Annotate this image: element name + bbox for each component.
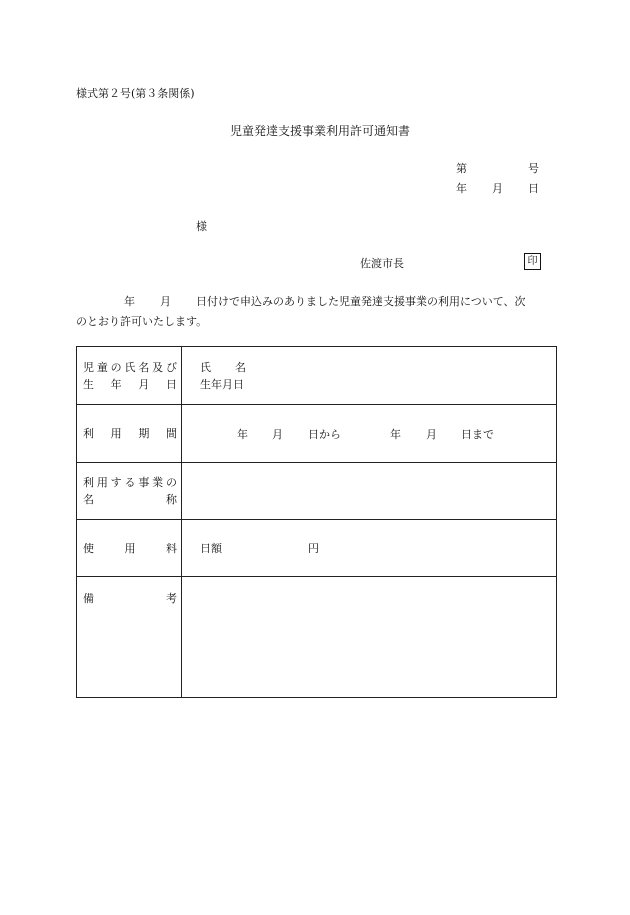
label-usage-period: 利 用 期 間	[77, 405, 182, 463]
from-day: 日から	[308, 428, 341, 441]
body-year: 年	[124, 295, 135, 308]
label-child-name-birthdate	[77, 347, 182, 405]
label-child-name-line: 児 童 の 氏 名 及 び	[83, 360, 177, 374]
permit-table	[76, 346, 557, 698]
label-service-line2: 名 称	[83, 493, 177, 506]
document-title: 児童発達支援事業利用許可通知書	[230, 124, 411, 138]
remarks-field[interactable]	[182, 577, 557, 698]
daily-rate-label: 日額	[200, 542, 222, 555]
name-label: 氏 名	[200, 361, 246, 374]
addressee-sama: 様	[196, 220, 207, 233]
from-year: 年	[237, 428, 248, 441]
row-usage-fee	[77, 520, 557, 577]
date-year: 年	[456, 182, 467, 195]
row-service-name	[77, 463, 557, 520]
label-usage-fee: 使 用 料	[77, 520, 182, 577]
to-month: 月	[426, 428, 437, 441]
to-day: 日まで	[461, 428, 494, 441]
date-day: 日	[528, 182, 539, 195]
date-month: 月	[492, 182, 503, 195]
usage-fee-field[interactable]	[182, 520, 557, 577]
row-child-info	[77, 347, 557, 405]
yen-label: 円	[308, 542, 319, 555]
seal-stamp: 印	[524, 253, 541, 270]
to-year: 年	[390, 428, 401, 441]
child-info-field[interactable]	[182, 347, 557, 405]
body-text-line2: のとおり許可いたします。	[76, 315, 208, 328]
from-month: 月	[272, 428, 283, 441]
label-service-name	[77, 463, 182, 520]
doc-number-dai: 第	[456, 162, 467, 175]
usage-period-field[interactable]	[182, 405, 557, 463]
row-remarks	[77, 577, 557, 698]
row-usage-period	[77, 405, 557, 463]
form-number: 様式第２号(第３条関係)	[76, 87, 195, 100]
birthdate-label: 生年月日	[200, 378, 244, 391]
doc-number-go: 号	[528, 162, 539, 175]
label-remarks: 備 考	[77, 577, 182, 698]
label-birthdate-line: 生 年 月 日	[83, 377, 177, 391]
service-name-field[interactable]	[182, 463, 557, 520]
issuer-name: 佐渡市長	[360, 257, 404, 270]
body-month: 月	[160, 295, 171, 308]
label-service-line1: 利 用 す る 事 業 の	[83, 476, 177, 489]
body-text-line1: 日付けで申込みのありました児童発達支援事業の利用について、次	[196, 295, 526, 308]
